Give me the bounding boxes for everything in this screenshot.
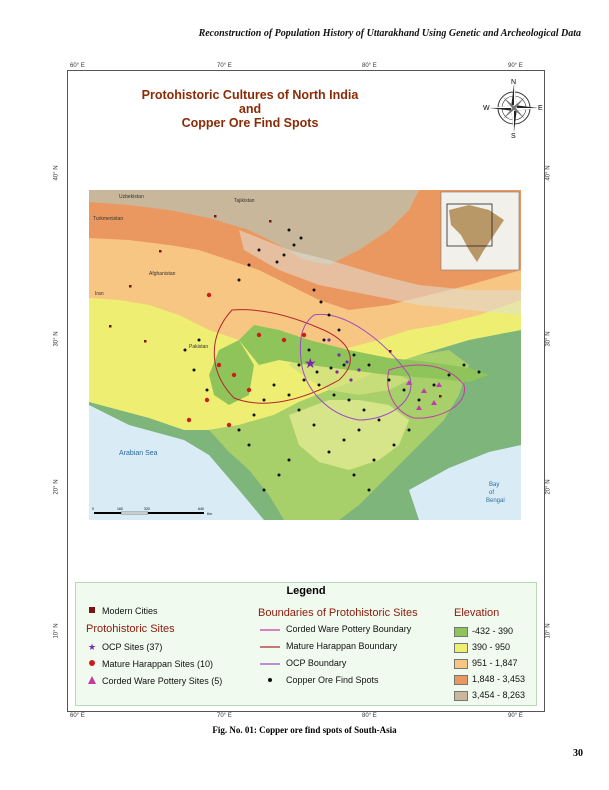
legend-corded-boundary: Corded Ware Pottery Boundary — [286, 624, 412, 634]
tick-right-30: 30° N — [545, 331, 552, 347]
map-title — [120, 88, 380, 130]
legend-elevation-title: Elevation — [454, 607, 500, 619]
tick-top-70: 70° E — [217, 63, 232, 69]
label-pakistan: Pakistan — [189, 344, 209, 350]
tick-left-30: 30° N — [53, 331, 60, 347]
legend-boundaries-title: Boundaries of Protohistoric Sites — [258, 607, 418, 619]
corded-site-icon — [88, 676, 96, 684]
elevation-swatch-3 — [454, 659, 468, 669]
tick-bottom-80: 80° E — [362, 713, 377, 719]
elevation-label-4: 1,848 - 3,453 — [472, 674, 526, 684]
elevation-label-3: 951 - 1,847 — [472, 658, 518, 668]
elevation-label-5: 3,454 - 8,263 — [472, 690, 526, 700]
compass-w: W — [483, 105, 490, 112]
scale-160: 160 — [117, 507, 123, 511]
label-uzbekistan: Uzbekistan — [119, 194, 144, 200]
label-of: of — [489, 490, 495, 496]
elevation-swatch-1 — [454, 627, 468, 637]
ocp-site-icon — [88, 642, 96, 650]
relief-map — [89, 190, 521, 520]
map-title-line-3: Copper Ore Find Spots — [181, 116, 319, 130]
scale-0: 0 — [92, 507, 94, 511]
tick-right-10: 10° N — [545, 623, 552, 639]
harappan-boundary-icon — [260, 644, 280, 650]
scale-640: 640 — [198, 507, 204, 511]
svg-text:★: ★ — [88, 642, 97, 652]
legend-copper-spots: Copper Ore Find Spots — [286, 675, 379, 685]
svg-text:★: ★ — [304, 355, 317, 371]
legend-modern-cities: Modern Cities — [102, 606, 158, 616]
legend-ocp-sites: OCP Sites (37) — [102, 642, 163, 652]
tick-right-20: 20° N — [545, 479, 552, 495]
running-header: Reconstruction of Population History of Uttarakhand Using Genetic and Archeological Data — [198, 28, 581, 39]
label-iran: Iran — [95, 291, 104, 297]
label-bengal: Bengal — [486, 498, 505, 504]
tick-bottom-60: 60° E — [70, 713, 85, 719]
compass-n: N — [511, 79, 517, 86]
legend-protohistoric-title: Protohistoric Sites — [86, 623, 175, 635]
scale-unit: Km — [207, 512, 213, 516]
tick-top-60: 60° E — [70, 63, 85, 69]
copper-spot-icon — [267, 677, 273, 683]
harappan-site-icon — [88, 659, 96, 667]
tick-right-40: 40° N — [545, 165, 552, 181]
elevation-swatch-4 — [454, 675, 468, 685]
elevation-swatch-5 — [454, 691, 468, 701]
label-afghanistan: Afghanistan — [149, 271, 176, 277]
legend-title: Legend — [286, 585, 326, 597]
tick-left-20: 20° N — [53, 479, 60, 495]
map-title-line-2: and — [238, 102, 262, 116]
tick-top-80: 80° E — [362, 63, 377, 69]
modern-city-icon — [88, 606, 96, 614]
tick-left-40: 40° N — [53, 165, 60, 181]
elevation-label-2: 390 - 950 — [472, 642, 511, 652]
tick-bottom-90: 90° E — [508, 713, 523, 719]
label-tajikistan: Tajikistan — [234, 198, 255, 204]
tick-top-90: 90° E — [508, 63, 523, 69]
tick-bottom-70: 70° E — [217, 713, 232, 719]
label-arabian-sea: Arabian Sea — [119, 450, 158, 457]
compass-rose-icon — [484, 78, 544, 138]
label-bay: Bay — [489, 482, 500, 488]
legend-harappan-boundary: Mature Harappan Boundary — [286, 641, 398, 651]
figure-caption: Fig. No. 01: Copper ore find spots of South-Asia — [212, 725, 397, 735]
tick-left-10: 10° N — [53, 623, 60, 639]
map-title-line-1: Protohistoric Cultures of North India — [141, 88, 359, 102]
elevation-swatch-2 — [454, 643, 468, 653]
legend-mature-harappan: Mature Harappan Sites (10) — [102, 659, 214, 669]
corded-boundary-icon — [260, 627, 280, 633]
label-turkmenistan: Turkmenistan — [93, 216, 124, 222]
compass-e: E — [538, 105, 543, 112]
scale-320: 320 — [144, 507, 150, 511]
page-number: 30 — [573, 748, 583, 759]
ocp-boundary-icon — [260, 661, 280, 667]
legend-ocp-boundary: OCP Boundary — [286, 658, 347, 668]
legend-corded-ware-sites: Corded Ware Pottery Sites (5) — [102, 676, 223, 686]
legend — [75, 582, 537, 706]
compass-s: S — [511, 133, 516, 140]
elevation-label-1: -432 - 390 — [472, 626, 514, 636]
